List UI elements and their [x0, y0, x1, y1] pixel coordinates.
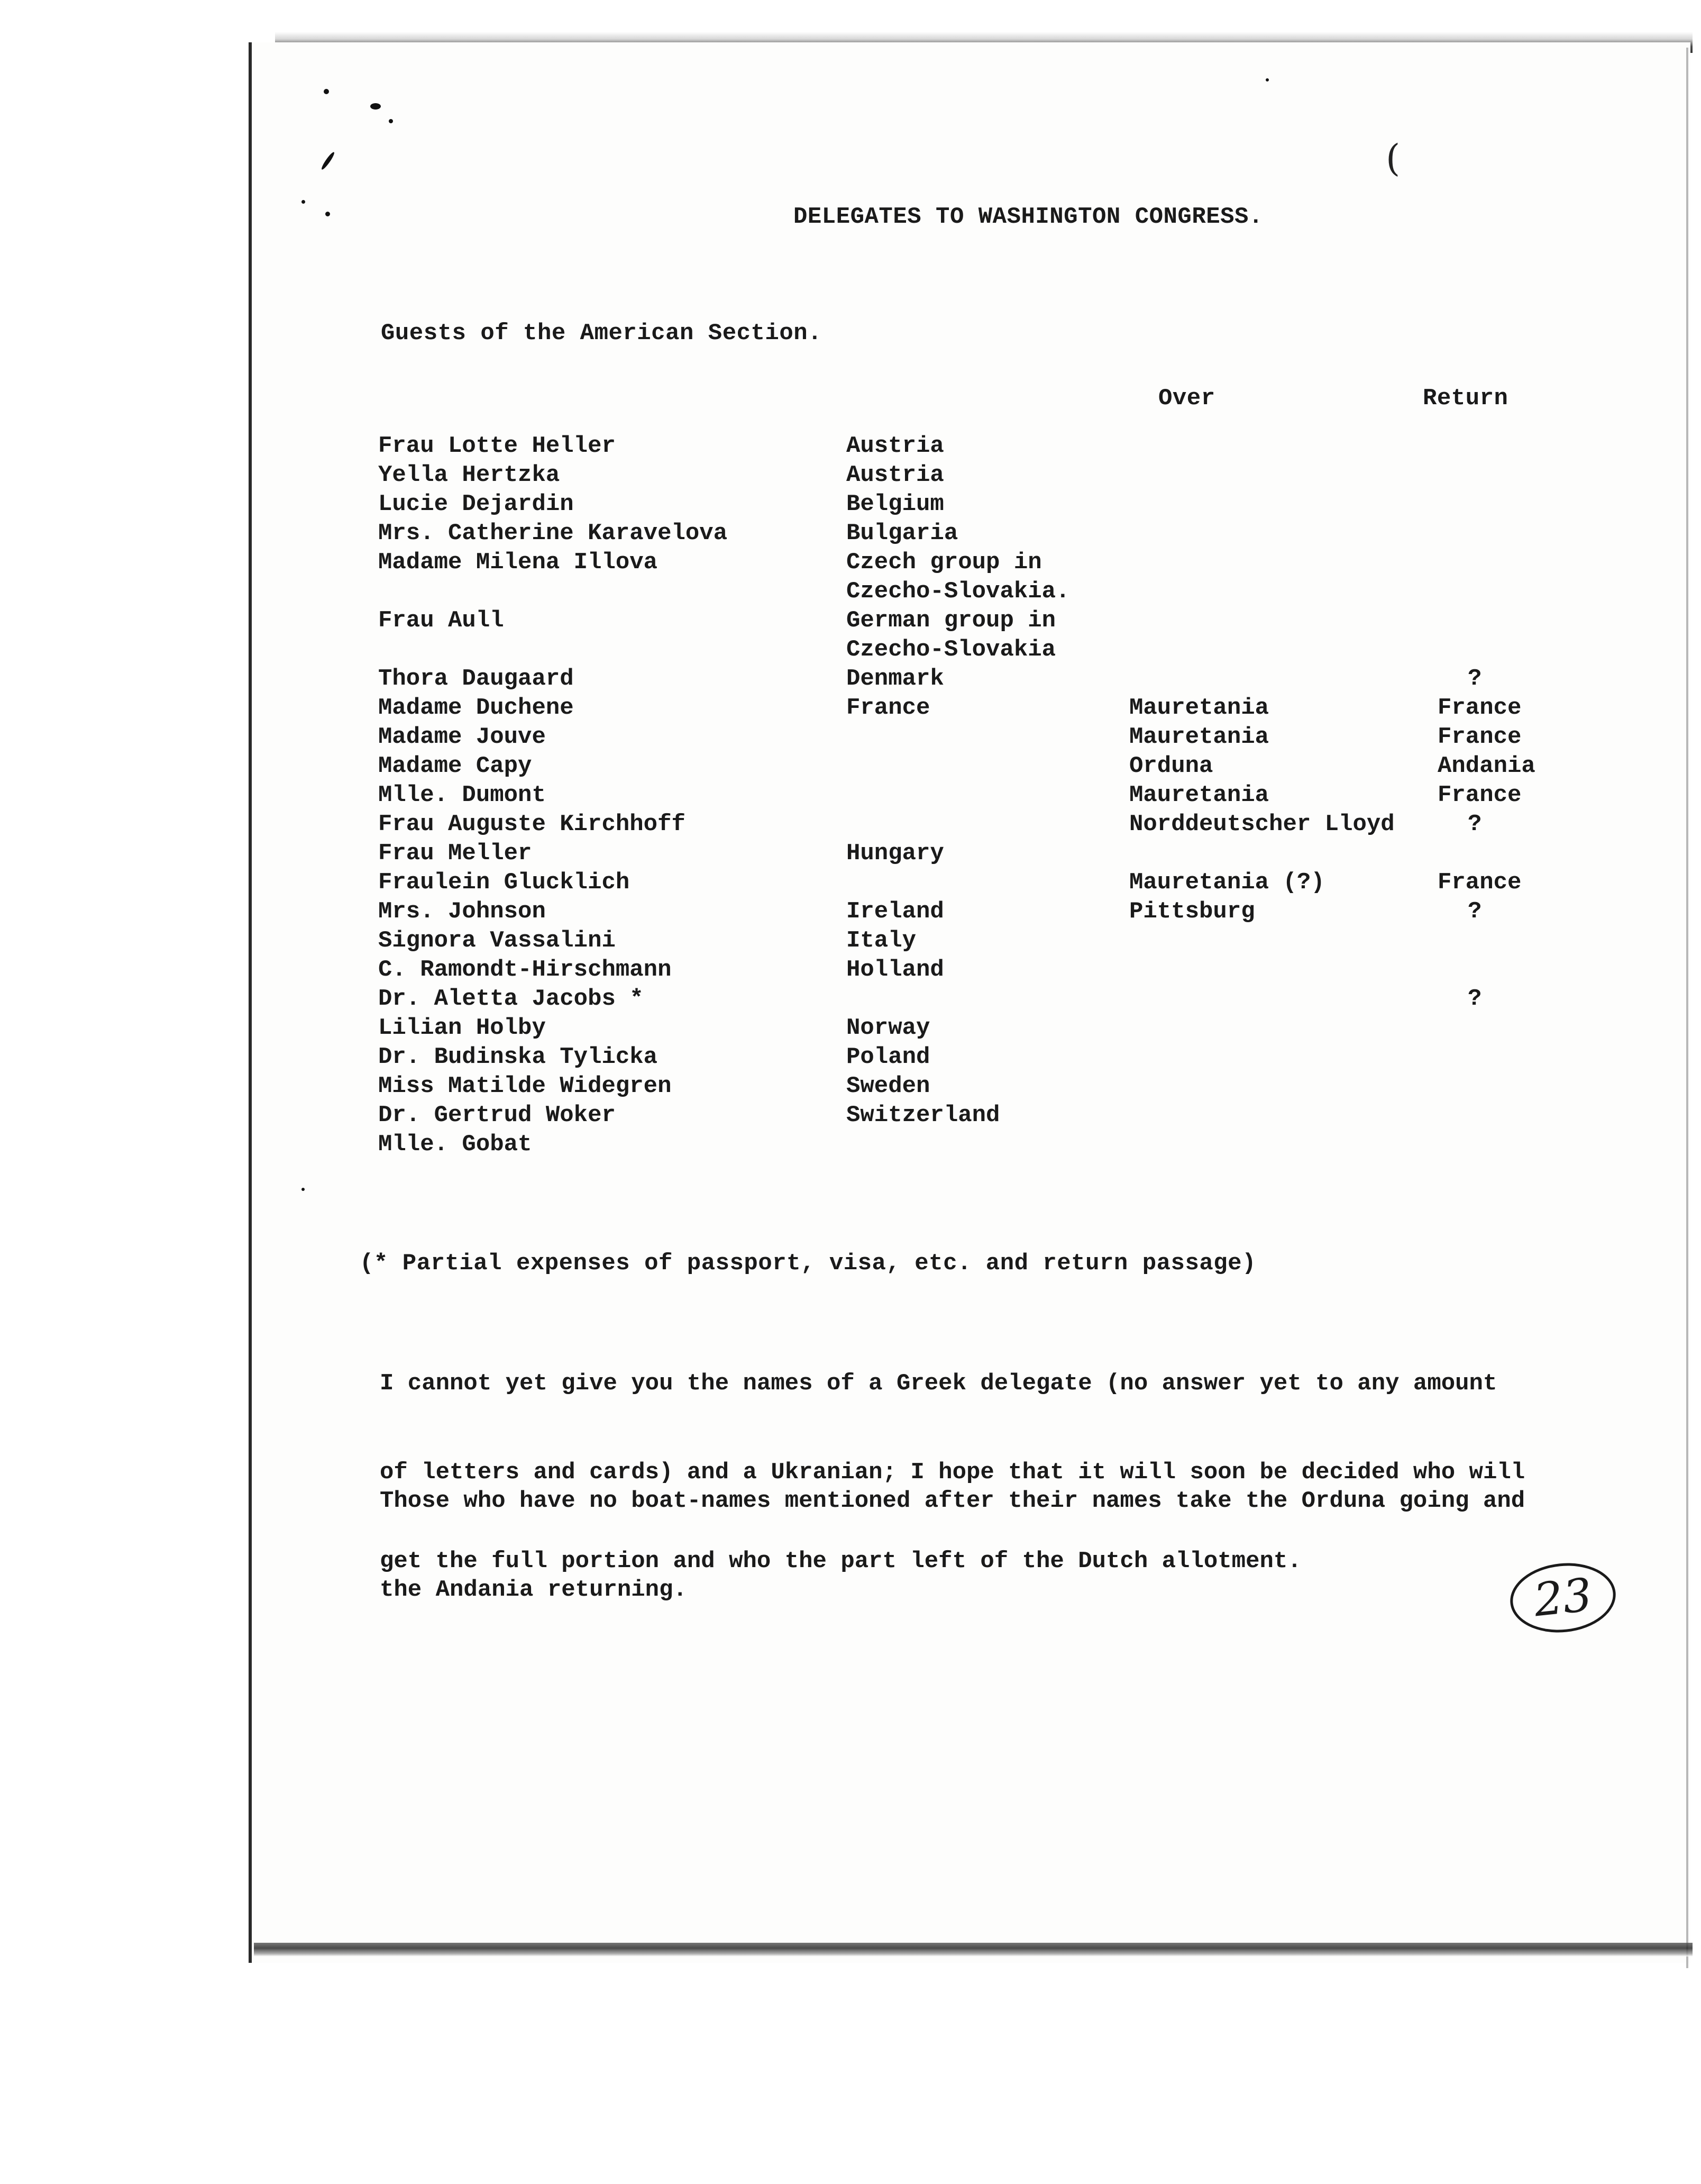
outbound-ship: Mauretania: [1129, 782, 1269, 808]
delegate-name: Mrs. Johnson: [378, 898, 546, 925]
delegate-row: [0, 1073, 1701, 1103]
paragraph-line: of letters and cards) and a Ukranian; I hope that it will soon be decided who will: [380, 1459, 1525, 1486]
return-ship: ?: [1468, 898, 1482, 925]
return-ship: France: [1438, 695, 1522, 721]
scan-bottom-edge: [254, 1943, 1693, 1957]
return-ship: Andania: [1438, 753, 1535, 779]
ink-speck: [301, 1188, 305, 1191]
delegate-name: Madame Milena Illova: [378, 549, 658, 576]
delegate-country: Bulgaria: [846, 520, 958, 547]
return-ship: France: [1438, 782, 1522, 808]
outbound-ship: Mauretania: [1129, 695, 1269, 721]
delegate-row: [0, 724, 1701, 753]
pencil-mark: (: [1386, 136, 1401, 180]
delegate-row: [0, 957, 1701, 986]
delegate-row: [0, 433, 1701, 462]
delegate-country: Czech group in: [846, 549, 1042, 576]
delegate-name: Signora Vassalini: [378, 927, 616, 954]
return-ship: ?: [1468, 986, 1482, 1012]
delegate-row: [0, 869, 1701, 899]
delegate-country: Sweden: [846, 1073, 930, 1099]
delegate-country: Austria: [846, 462, 944, 488]
delegate-name: Dr. Budinska Tylicka: [378, 1044, 658, 1070]
delegate-row: [0, 840, 1701, 870]
ink-speck: [1266, 78, 1269, 81]
outbound-ship: Pittsburg: [1129, 898, 1255, 925]
paragraph-line: the Andania returning.: [380, 1577, 687, 1603]
delegate-row: [0, 695, 1701, 724]
delegate-name: Madame Capy: [378, 753, 532, 779]
return-ship: France: [1438, 869, 1522, 896]
outbound-ship: Mauretania (?): [1129, 869, 1325, 896]
paragraph-line: I cannot yet give you the names of a Greek delegate (no answer yet to any amount: [380, 1370, 1497, 1397]
delegate-row: [0, 578, 1701, 608]
delegate-country: Norway: [846, 1015, 930, 1041]
delegate-name: Lilian Holby: [378, 1015, 546, 1041]
delegate-name: Frau Aull: [378, 607, 504, 634]
delegate-country: Czecho-Slovakia.: [846, 578, 1070, 605]
delegate-row: [0, 753, 1701, 782]
delegate-name: Mrs. Catherine Karavelova: [378, 520, 728, 547]
delegate-name: Yella Hertzka: [378, 462, 560, 488]
delegate-name: Mlle. Gobat: [378, 1131, 532, 1158]
paragraph-boat-names: [380, 1427, 1525, 1634]
delegate-name: Frau Auguste Kirchhoff: [378, 811, 685, 838]
column-header-over: Over: [1158, 385, 1215, 412]
delegate-row: [0, 927, 1701, 957]
delegate-country: Denmark: [846, 666, 944, 692]
delegate-name: Thora Daugaard: [378, 666, 574, 692]
section-heading: Guests of the American Section.: [381, 320, 822, 347]
delegate-row: [0, 986, 1701, 1015]
delegate-country: Switzerland: [846, 1102, 1000, 1129]
delegate-name: Lucie Dejardin: [378, 491, 574, 517]
paragraph-line: Those who have no boat-names mentioned after their names take the Orduna going and: [380, 1488, 1525, 1514]
outbound-ship: Norddeutscher Lloyd: [1129, 811, 1395, 838]
delegate-row: [0, 898, 1701, 928]
delegate-name: Mlle. Dumont: [378, 782, 546, 808]
delegate-country: Belgium: [846, 491, 944, 517]
paragraph-line: get the full portion and who the part left of the Dutch allotment.: [380, 1548, 1302, 1575]
delegate-name: Dr. Aletta Jacobs *: [378, 986, 644, 1012]
delegate-row: [0, 1131, 1701, 1161]
delegate-row: [0, 549, 1701, 579]
delegate-name: Frau Lotte Heller: [378, 433, 616, 459]
delegate-country: Holland: [846, 957, 944, 983]
ink-speck: [301, 200, 305, 204]
page-number: 23: [1507, 1558, 1619, 1637]
delegate-country: German group in: [846, 607, 1056, 634]
delegate-country: Hungary: [846, 840, 944, 867]
delegate-row: [0, 1102, 1701, 1132]
return-ship: ?: [1468, 666, 1482, 692]
delegate-row: [0, 1015, 1701, 1044]
ink-speck: [324, 89, 329, 94]
delegate-country: France: [846, 695, 930, 721]
delegate-country: Czecho-Slovakia: [846, 636, 1056, 663]
delegate-row: [0, 811, 1701, 841]
delegate-row: [0, 607, 1701, 637]
return-ship: ?: [1468, 811, 1482, 838]
delegate-row: [0, 782, 1701, 812]
delegate-name: C. Ramondt-Hirschmann: [378, 957, 672, 983]
delegate-row: [0, 520, 1701, 550]
delegate-name: Dr. Gertrud Woker: [378, 1102, 616, 1129]
delegate-country: Italy: [846, 927, 917, 954]
delegate-country: Poland: [846, 1044, 930, 1070]
ink-speck: [389, 119, 393, 123]
delegate-row: [0, 462, 1701, 492]
footnote: (* Partial expenses of passport, visa, etc. and return passage): [360, 1250, 1256, 1277]
delegate-row: [0, 666, 1701, 695]
outbound-ship: Orduna: [1129, 753, 1213, 779]
ink-speck: [370, 103, 381, 110]
delegate-country: Ireland: [846, 898, 944, 925]
delegate-name: Madame Duchene: [378, 695, 574, 721]
column-header-return: Return: [1423, 385, 1508, 412]
delegate-row: [0, 1044, 1701, 1073]
outbound-ship: Mauretania: [1129, 724, 1269, 750]
delegate-row: [0, 491, 1701, 521]
return-ship: France: [1438, 724, 1522, 750]
delegate-name: Miss Matilde Widegren: [378, 1073, 672, 1099]
delegate-name: Frau Meller: [378, 840, 532, 867]
delegate-country: Austria: [846, 433, 944, 459]
delegate-name: Fraulein Glucklich: [378, 869, 630, 896]
delegate-name: Madame Jouve: [378, 724, 546, 750]
delegate-row: [0, 636, 1701, 666]
page-title: DELEGATES TO WASHINGTON CONGRESS.: [793, 204, 1263, 230]
ink-speck: [325, 212, 330, 216]
